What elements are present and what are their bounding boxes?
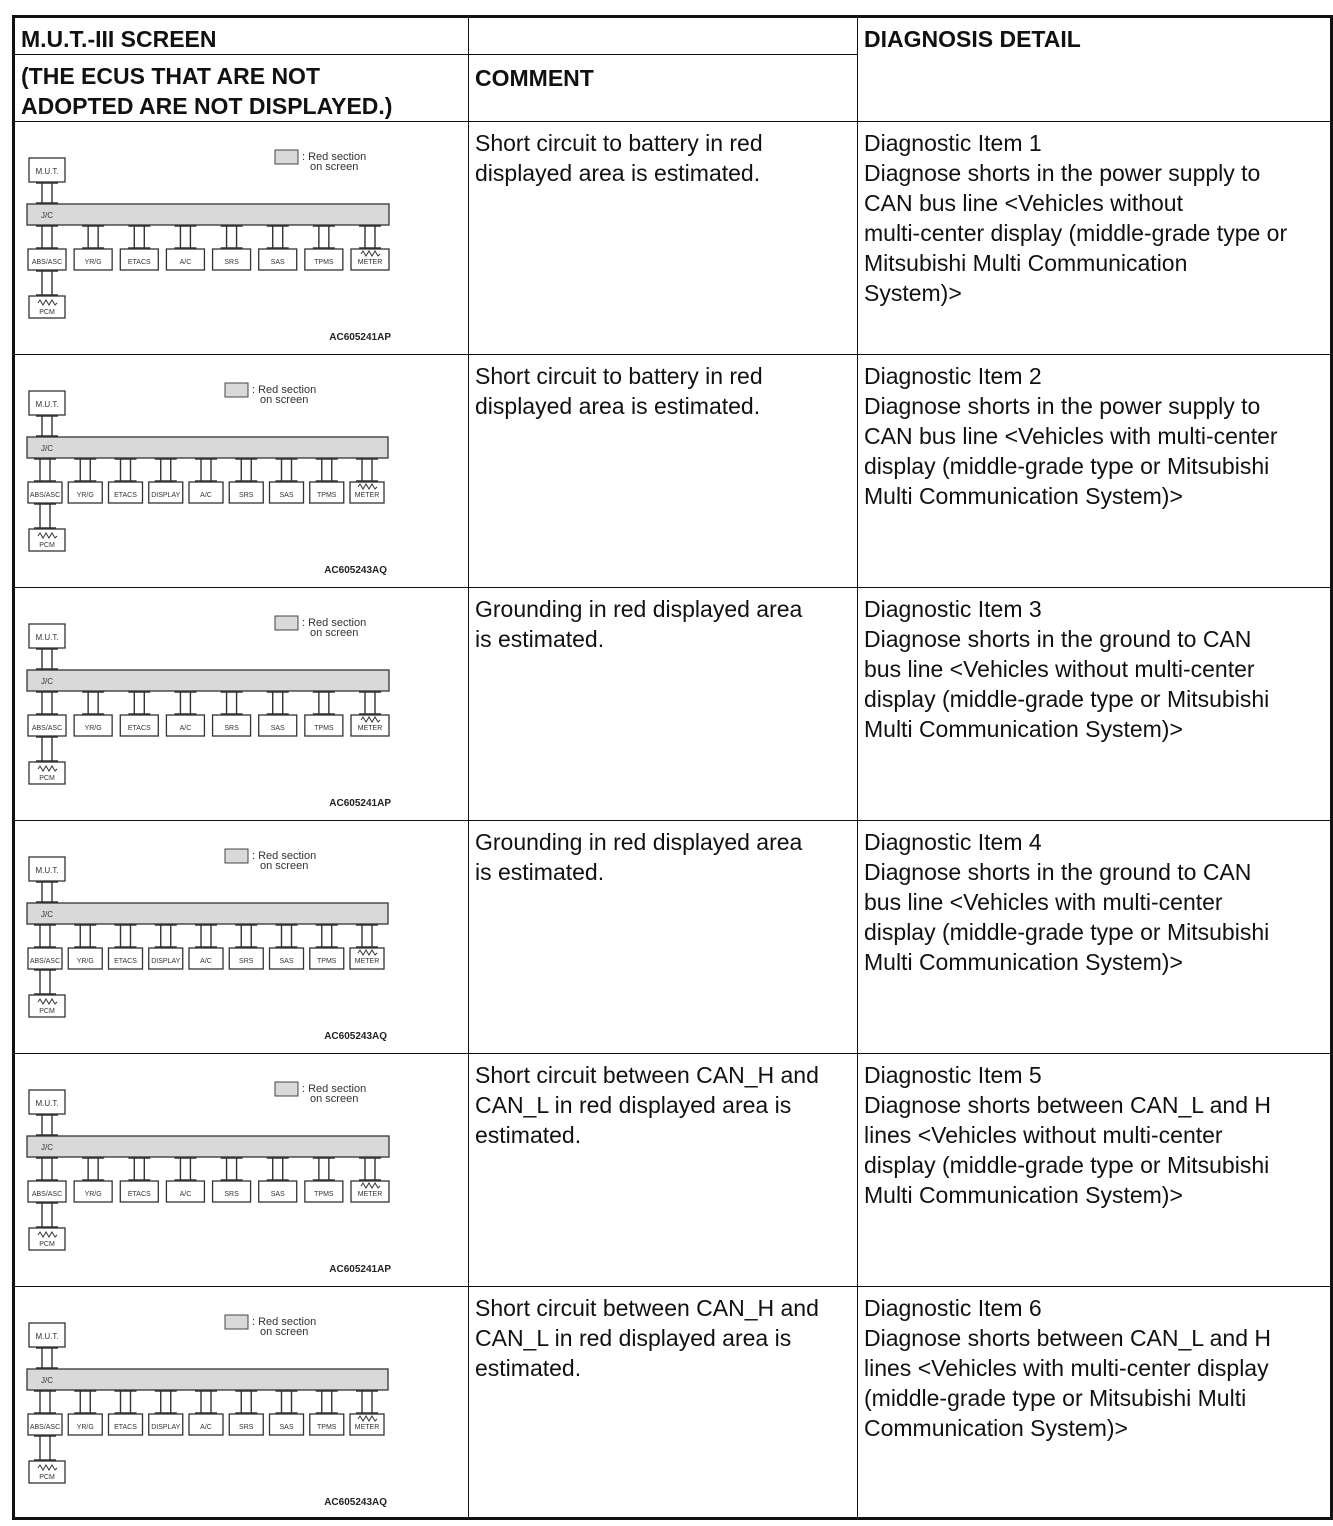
comment-cell xyxy=(469,122,858,355)
diagnosis-detail-cell xyxy=(858,355,1332,588)
figure-code: AC605243AQ xyxy=(324,1497,387,1508)
legend-label: : Red section xyxy=(252,384,317,396)
mut-label: M.U.T. xyxy=(35,167,59,176)
diagnosis-detail-cell xyxy=(858,1287,1332,1519)
jc-label: J/C xyxy=(41,1143,53,1152)
comment-line: is estimated. xyxy=(475,626,605,652)
mut-label: M.U.T. xyxy=(35,866,59,875)
jc-bus-bar xyxy=(27,670,389,691)
jc-bus-bar xyxy=(27,1369,388,1390)
detail-line: (middle-grade type or Mitsubishi Multi xyxy=(864,1385,1247,1411)
ecu-module-label: SAS xyxy=(270,1191,285,1198)
can-bus-diagram xyxy=(15,355,467,583)
ecu-module-label: A/C xyxy=(200,492,212,499)
ecu-module-label: SRS xyxy=(224,1191,239,1198)
mut-label: M.U.T. xyxy=(35,400,59,409)
ecu-module-label: ABS/ASC xyxy=(29,1424,61,1431)
legend-label: on screen xyxy=(260,394,309,406)
table-row xyxy=(14,588,1332,821)
pcm-label: PCM xyxy=(39,1241,55,1248)
header-comment-title: COMMENT xyxy=(475,65,594,91)
diagnostic-item-title: Diagnostic Item 4 xyxy=(864,829,1042,855)
ecu-module-label: DISPLAY xyxy=(151,958,181,965)
diagnostic-item-title: Diagnostic Item 3 xyxy=(864,596,1042,622)
figure-code: AC605243AQ xyxy=(324,565,387,576)
detail-line: CAN bus line <Vehicles without xyxy=(864,190,1183,216)
legend-label: on screen xyxy=(310,627,359,639)
jc-label: J/C xyxy=(41,211,53,220)
ecu-module-label: SRS xyxy=(224,725,239,732)
comment-line: Short circuit to battery in red xyxy=(475,363,763,389)
ecu-module-label: YR/G xyxy=(84,259,102,266)
pcm-label: PCM xyxy=(39,1474,55,1481)
detail-line: display (middle-grade type or Mitsubishi xyxy=(864,919,1270,945)
ecu-module-label: METER xyxy=(354,958,380,965)
ecu-module-label: SRS xyxy=(239,1424,254,1431)
ecu-module-label: ABS/ASC xyxy=(31,725,63,732)
figure-code: AC605241AP xyxy=(329,1264,391,1275)
detail-line: System)> xyxy=(864,280,962,306)
ecu-module-label: A/C xyxy=(179,259,192,266)
detail-line: lines <Vehicles without multi-center xyxy=(864,1122,1223,1148)
legend-label: on screen xyxy=(310,161,359,173)
detail-line: Multi Communication System)> xyxy=(864,1182,1183,1208)
ecu-module-label: DISPLAY xyxy=(151,492,181,499)
comment-line: Short circuit between CAN_H and xyxy=(475,1295,819,1321)
comment-line: Grounding in red displayed area xyxy=(475,596,803,622)
ecu-module-label: METER xyxy=(357,259,383,266)
table-row xyxy=(14,355,1332,588)
ecu-module-label: SAS xyxy=(279,958,294,965)
pcm-label: PCM xyxy=(39,309,55,316)
legend-swatch xyxy=(225,849,248,863)
ecu-module-label: A/C xyxy=(179,1191,192,1198)
comment-line: Short circuit to battery in red xyxy=(475,130,763,156)
legend-swatch xyxy=(275,1082,298,1096)
detail-line: Diagnose shorts between CAN_L and H xyxy=(864,1092,1271,1118)
table-row xyxy=(14,1287,1332,1519)
table-row xyxy=(14,1054,1332,1287)
table-row xyxy=(14,122,1332,355)
ecu-module-label: ETACS xyxy=(114,1424,137,1431)
detail-line: lines <Vehicles with multi-center display xyxy=(864,1355,1269,1381)
mut-screen-cell xyxy=(14,355,469,588)
table-row xyxy=(14,821,1332,1054)
ecu-module-label: METER xyxy=(354,492,380,499)
legend-label: on screen xyxy=(260,860,309,872)
detail-line: Diagnose shorts in the power supply to xyxy=(864,160,1261,186)
detail-line: CAN bus line <Vehicles with multi-center xyxy=(864,423,1278,449)
comment-line: CAN_L in red displayed area is xyxy=(475,1325,792,1351)
detail-line: Multi Communication System)> xyxy=(864,483,1183,509)
mut-label: M.U.T. xyxy=(35,1332,59,1341)
detail-line: Diagnose shorts in the power supply to xyxy=(864,393,1261,419)
diagnosis-detail-cell xyxy=(858,1054,1332,1287)
comment-cell xyxy=(469,1287,858,1519)
jc-bus-bar xyxy=(27,903,388,924)
legend-swatch xyxy=(225,1315,248,1329)
ecu-module-label: A/C xyxy=(200,1424,212,1431)
pcm-label: PCM xyxy=(39,775,55,782)
mut-screen-cell xyxy=(14,122,469,355)
legend-swatch xyxy=(225,383,248,397)
detail-line: Diagnose shorts in the ground to CAN xyxy=(864,859,1252,885)
ecu-module-label: SAS xyxy=(279,492,294,499)
ecu-module-label: YR/G xyxy=(76,958,94,965)
detail-line: Mitsubishi Multi Communication xyxy=(864,250,1188,276)
mut-screen-cell xyxy=(14,1054,469,1287)
ecu-module-label: A/C xyxy=(179,725,192,732)
comment-line: displayed area is estimated. xyxy=(475,393,761,419)
comment-line: Grounding in red displayed area xyxy=(475,829,803,855)
can-bus-diagram xyxy=(15,1054,467,1282)
detail-line: Multi Communication System)> xyxy=(864,716,1183,742)
legend-swatch xyxy=(275,150,298,164)
comment-cell xyxy=(469,1054,858,1287)
ecu-module-label: SAS xyxy=(270,725,285,732)
detail-line: bus line <Vehicles without multi-center xyxy=(864,656,1255,682)
ecu-module-label: YR/G xyxy=(84,1191,102,1198)
can-bus-diagram xyxy=(15,1287,467,1515)
detail-line: Communication System)> xyxy=(864,1415,1128,1441)
comment-line: estimated. xyxy=(475,1122,582,1148)
ecu-module-label: ETACS xyxy=(127,259,151,266)
ecu-module-label: ETACS xyxy=(127,1191,151,1198)
ecu-module-label: A/C xyxy=(200,958,212,965)
ecu-module-label: YR/G xyxy=(76,492,94,499)
legend-label: : Red section xyxy=(302,617,367,629)
comment-cell xyxy=(469,588,858,821)
can-bus-diagram xyxy=(15,821,467,1049)
mut-label: M.U.T. xyxy=(35,1099,59,1108)
legend-label: : Red section xyxy=(302,151,367,163)
detail-line: display (middle-grade type or Mitsubishi xyxy=(864,686,1270,712)
detail-line: display (middle-grade type or Mitsubishi xyxy=(864,453,1270,479)
ecu-module-label: ABS/ASC xyxy=(31,259,63,266)
legend-label: : Red section xyxy=(302,1083,367,1095)
comment-line: Short circuit between CAN_H and xyxy=(475,1062,819,1088)
ecu-module-label: TPMS xyxy=(314,1191,334,1198)
jc-label: J/C xyxy=(41,444,53,453)
ecu-module-label: TPMS xyxy=(314,725,334,732)
comment-line: displayed area is estimated. xyxy=(475,160,761,186)
diagnosis-detail-cell xyxy=(858,821,1332,1054)
ecu-module-label: METER xyxy=(354,1424,380,1431)
jc-bus-bar xyxy=(27,1136,389,1157)
header-ecus-note xyxy=(14,55,469,122)
ecu-module-label: DISPLAY xyxy=(151,1424,181,1431)
ecu-module-label: ETACS xyxy=(114,492,137,499)
detail-line: Diagnose shorts in the ground to CAN xyxy=(864,626,1252,652)
legend-label: : Red section xyxy=(252,850,317,862)
diagnostic-item-title: Diagnostic Item 6 xyxy=(864,1295,1042,1321)
ecu-module-label: TPMS xyxy=(314,259,334,266)
jc-label: J/C xyxy=(41,910,53,919)
ecu-module-label: ABS/ASC xyxy=(31,1191,63,1198)
can-bus-diagram xyxy=(15,122,467,350)
header-ecus-note-line: (THE ECUS THAT ARE NOT xyxy=(21,63,320,89)
detail-line: bus line <Vehicles with multi-center xyxy=(864,889,1223,915)
mut-screen-cell xyxy=(14,588,469,821)
can-bus-diagram xyxy=(15,588,467,816)
figure-code: AC605243AQ xyxy=(324,1031,387,1042)
figure-code: AC605241AP xyxy=(329,332,391,343)
ecu-module-label: ABS/ASC xyxy=(29,958,61,965)
legend-label: on screen xyxy=(310,1093,359,1105)
comment-line: is estimated. xyxy=(475,859,605,885)
header-mut-screen xyxy=(14,17,469,55)
ecu-module-label: SRS xyxy=(224,259,239,266)
ecu-module-label: SAS xyxy=(270,259,285,266)
detail-line: multi-center display (middle-grade type or xyxy=(864,220,1288,246)
comment-cell xyxy=(469,355,858,588)
diagnosis-detail-cell xyxy=(858,588,1332,821)
header-ecus-note-line: ADOPTED ARE NOT DISPLAYED.) xyxy=(21,93,393,119)
ecu-module-label: TPMS xyxy=(317,958,337,965)
diagnostic-item-title: Diagnostic Item 1 xyxy=(864,130,1042,156)
ecu-module-label: METER xyxy=(357,1191,383,1198)
jc-label: J/C xyxy=(41,677,53,686)
header-comment xyxy=(469,55,858,122)
ecu-module-label: SRS xyxy=(239,958,254,965)
ecu-module-label: METER xyxy=(357,725,383,732)
legend-label: : Red section xyxy=(252,1316,317,1328)
diagnostic-item-title: Diagnostic Item 5 xyxy=(864,1062,1042,1088)
ecu-module-label: ETACS xyxy=(114,958,137,965)
ecu-module-label: YR/G xyxy=(76,1424,94,1431)
mut-screen-cell xyxy=(14,821,469,1054)
diagnosis-table xyxy=(12,15,1333,1520)
detail-line: Diagnose shorts between CAN_L and H xyxy=(864,1325,1271,1351)
ecu-module-label: SRS xyxy=(239,492,254,499)
jc-bus-bar xyxy=(27,204,389,225)
pcm-label: PCM xyxy=(39,1008,55,1015)
comment-line: CAN_L in red displayed area is xyxy=(475,1092,792,1118)
ecu-module-label: ABS/ASC xyxy=(29,492,61,499)
ecu-module-label: SAS xyxy=(279,1424,294,1431)
jc-label: J/C xyxy=(41,1376,53,1385)
ecu-module-label: TPMS xyxy=(317,492,337,499)
figure-code: AC605241AP xyxy=(329,798,391,809)
legend-swatch xyxy=(275,616,298,630)
ecu-module-label: ETACS xyxy=(127,725,151,732)
jc-bus-bar xyxy=(27,437,388,458)
header-blank-cell xyxy=(469,17,858,55)
ecu-module-label: TPMS xyxy=(317,1424,337,1431)
diagnostic-item-title: Diagnostic Item 2 xyxy=(864,363,1042,389)
comment-cell xyxy=(469,821,858,1054)
mut-label: M.U.T. xyxy=(35,633,59,642)
diagnosis-detail-cell xyxy=(858,122,1332,355)
header-diagnosis-title: DIAGNOSIS DETAIL xyxy=(864,26,1081,52)
legend-label: on screen xyxy=(260,1326,309,1338)
comment-line: estimated. xyxy=(475,1355,582,1381)
header-diagnosis-detail xyxy=(858,17,1332,122)
ecu-module-label: YR/G xyxy=(84,725,102,732)
pcm-label: PCM xyxy=(39,542,55,549)
detail-line: display (middle-grade type or Mitsubishi xyxy=(864,1152,1270,1178)
header-mut-title: M.U.T.-III SCREEN xyxy=(21,26,217,52)
mut-screen-cell xyxy=(14,1287,469,1519)
detail-line: Multi Communication System)> xyxy=(864,949,1183,975)
